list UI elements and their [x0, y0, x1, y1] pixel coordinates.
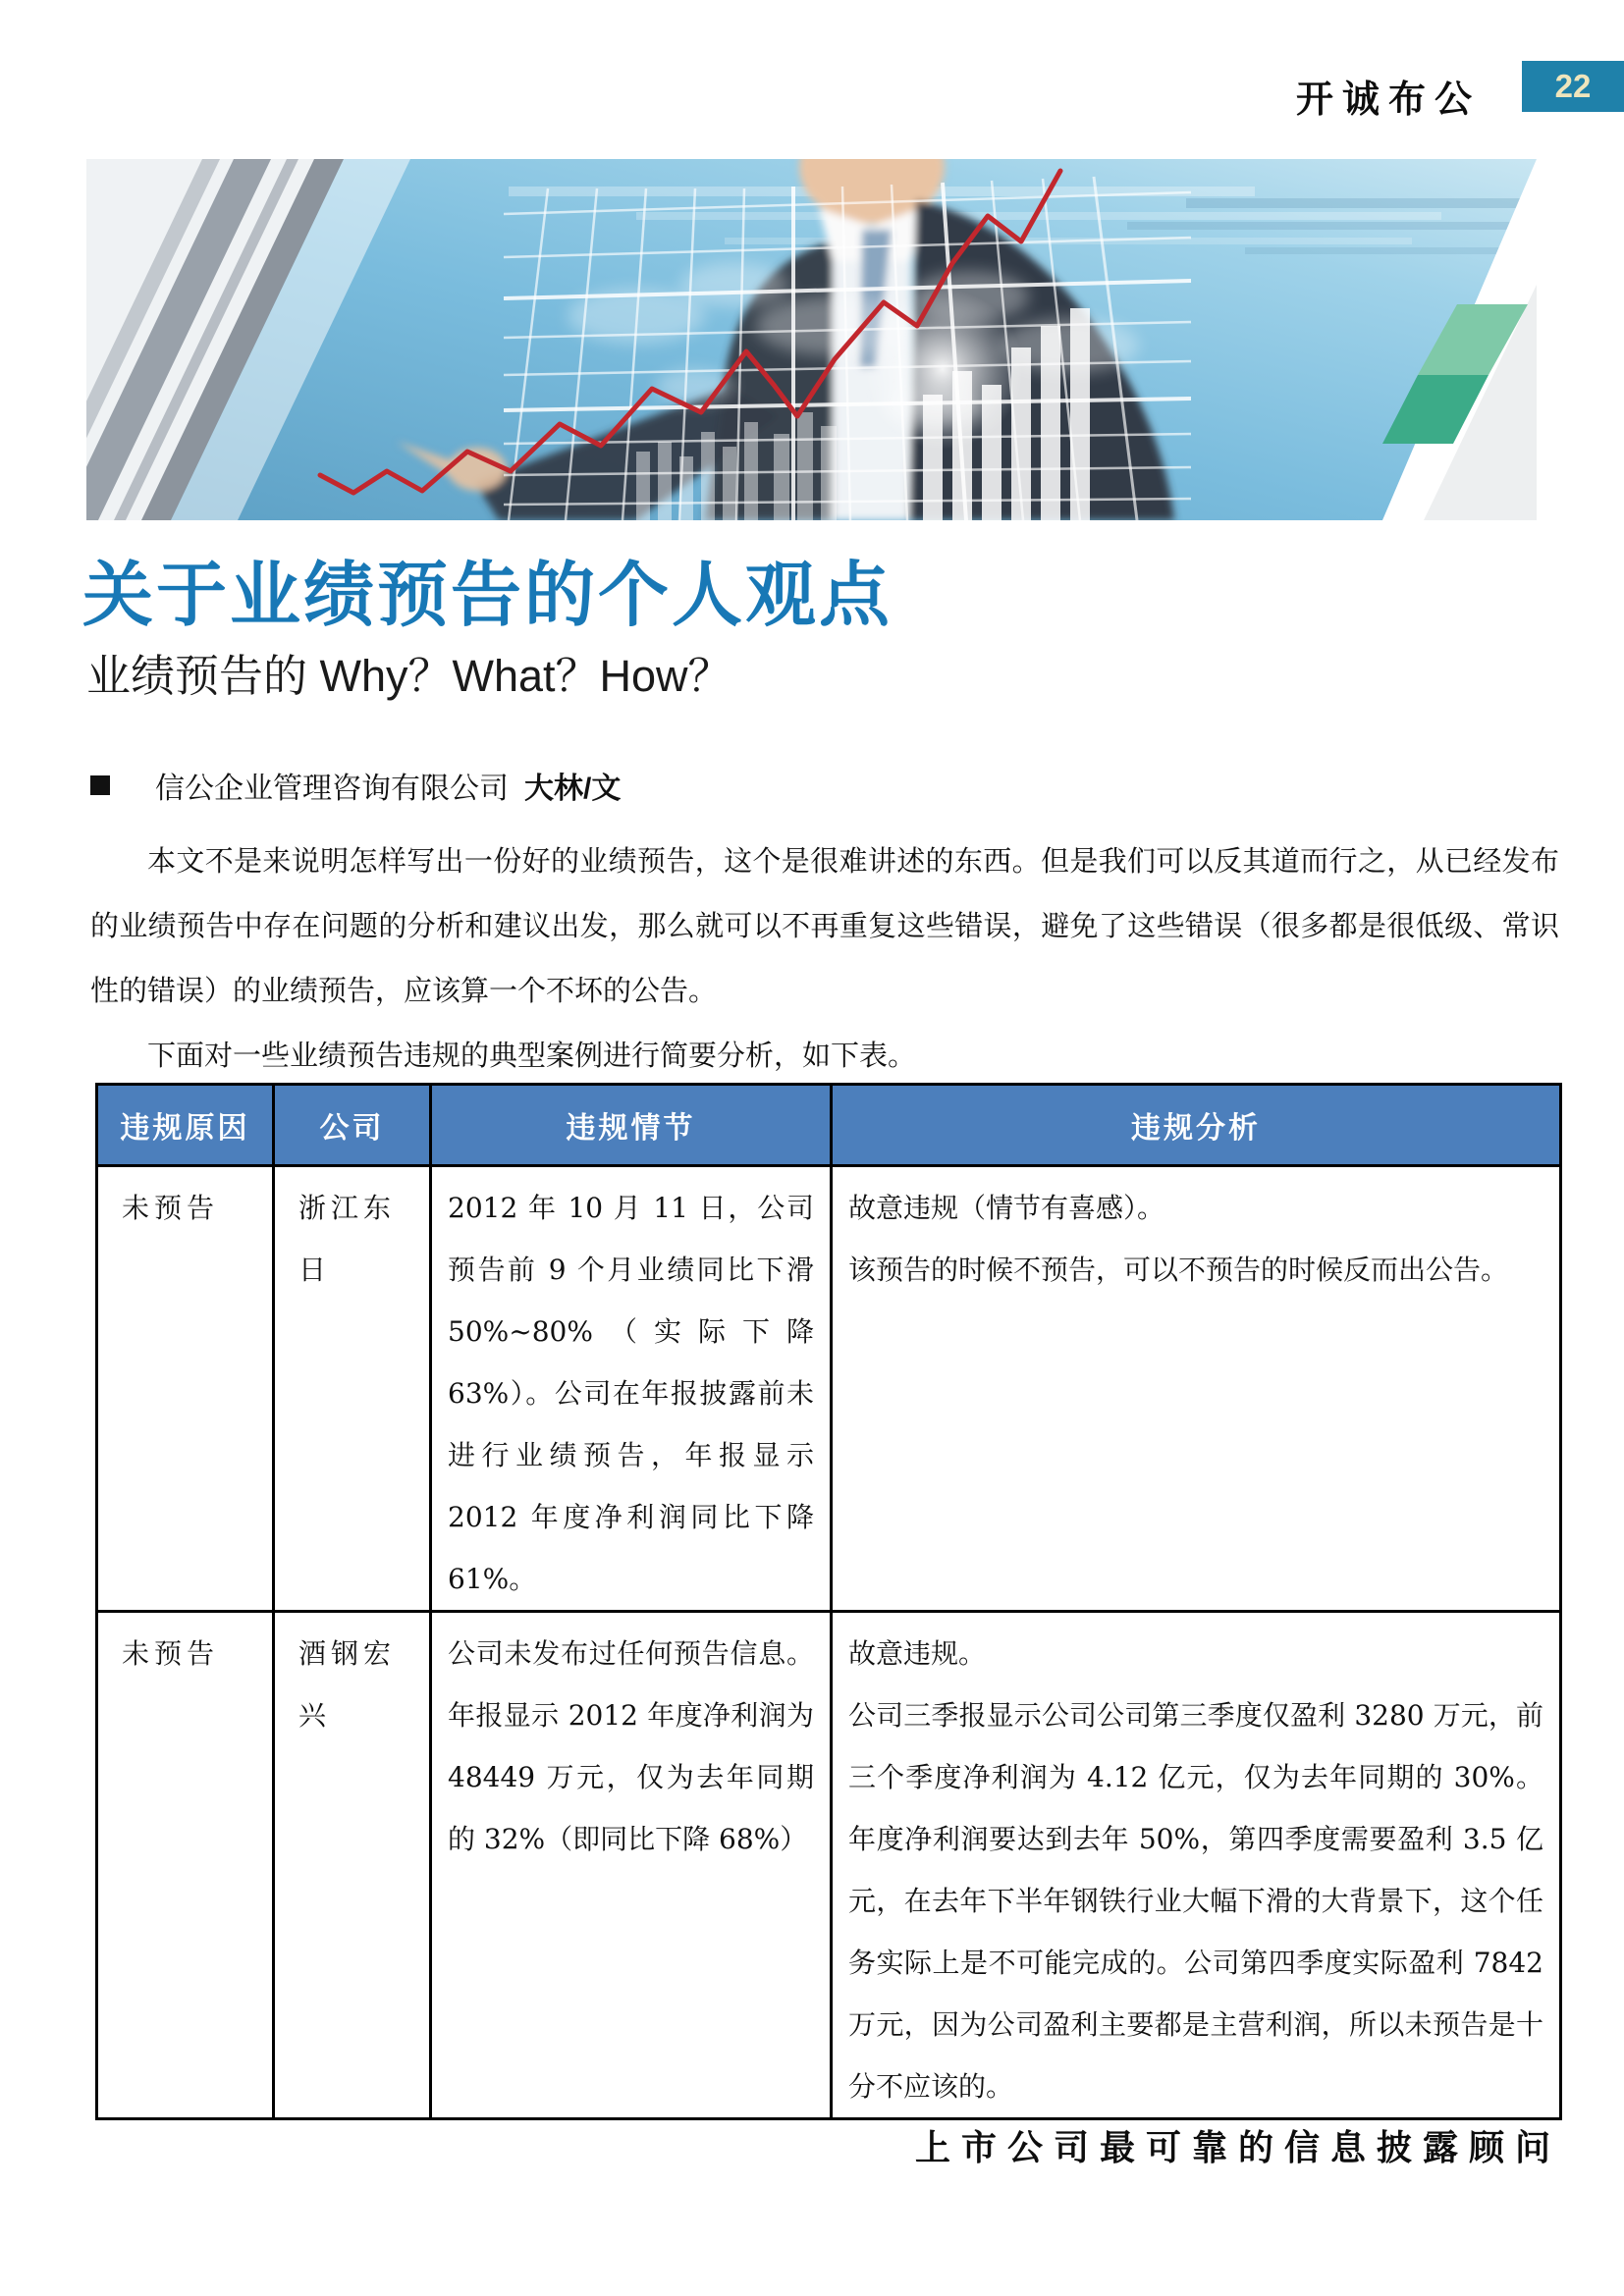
byline-author: 大林/文 — [524, 773, 622, 805]
body-paragraph-1: 本文不是来说明怎样写出一份好的业绩预告，这个是很难讲述的东西。但是我们可以反其道而行之，从已经发布的业绩预告中存在问题的分析和建议出发，那么就可以不再重复这些错误，避免了这些错误（很多都是很低级、常识性的错误）的业绩预告，应该算一个不坏的公告。 — [90, 844, 1559, 1007]
page-number: 22 — [1554, 68, 1592, 104]
page-number-badge — [1522, 61, 1624, 112]
article-title: 关于业绩预告的个人观点 — [82, 557, 893, 635]
analysis-paragraph: 故意违规。 — [848, 1637, 987, 1670]
hero-graphic — [86, 159, 1537, 520]
section-title: 开诚布公 — [1295, 77, 1481, 121]
col-header-company: 公司 — [274, 1085, 431, 1166]
analysis-paragraph: 公司三季报显示公司公司第三季度仅盈利 3280 万元，前三个季度净利润为 4.12 亿元，仅为去年同期的 30%。年度净利润要达到去年 50%，第四季度需要盈利 3.5 亿元，在去年下半年钢铁行业大幅下滑的大背景下，这个任务实际上是不可能完成的。公司第四季度实际盈利 7842 万元，因为公司盈利主要都是主营利润，所以未预告是十分不应该的。 — [848, 1699, 1543, 2103]
article-subtitle: 业绩预告的 Why？What？How？ — [86, 651, 732, 701]
cell-violation-details: 公司未发布过任何预告信息。年报显示 2012 年度净利润为 48449 万元，仅为去年同期的 32%（即同比下降 68%） — [431, 1612, 832, 2119]
cell-violation-analysis — [832, 1612, 1561, 2119]
byline-organization: 信公企业管理咨询有限公司 — [155, 773, 509, 805]
analysis-paragraph: 故意违规（情节有喜感）。 — [848, 1192, 1165, 1224]
glare-highlight — [862, 289, 1023, 450]
body-paragraph-2: 下面对一些业绩预告违规的典型案例进行简要分析，如下表。 — [147, 1039, 917, 1072]
article-body — [90, 828, 1559, 1088]
cell-company: 浙江东日 — [274, 1166, 431, 1612]
square-bullet-icon — [90, 775, 110, 795]
cell-company: 酒钢宏兴 — [274, 1612, 431, 2119]
footer-slogan: 上市公司最可靠的信息披露顾问 — [914, 2127, 1561, 2168]
table-row — [97, 1612, 1561, 2119]
cell-violation-reason: 未预告 — [97, 1166, 274, 1612]
col-header-violation-details: 违规情节 — [431, 1085, 832, 1166]
hero-image — [86, 159, 1537, 520]
cell-violation-details: 2012 年 10 月 11 日，公司预告前 9 个月业绩同比下滑 50%~80%（实际下降 63%）。公司在年报披露前未进行业绩预告，年报显示 2012 年度净利润同比下降 61%。 — [431, 1166, 832, 1612]
cell-violation-reason: 未预告 — [97, 1612, 274, 2119]
table-row — [97, 1166, 1561, 1612]
analysis-paragraph: 该预告的时候不预告，可以不预告的时候反而出公告。 — [848, 1254, 1509, 1286]
table-header-row — [97, 1085, 1561, 1166]
cell-violation-analysis — [832, 1166, 1561, 1612]
violation-case-table — [95, 1083, 1562, 2120]
byline — [90, 764, 621, 807]
col-header-violation-analysis: 违规分析 — [832, 1085, 1561, 1166]
col-header-violation-reason: 违规原因 — [97, 1085, 274, 1166]
